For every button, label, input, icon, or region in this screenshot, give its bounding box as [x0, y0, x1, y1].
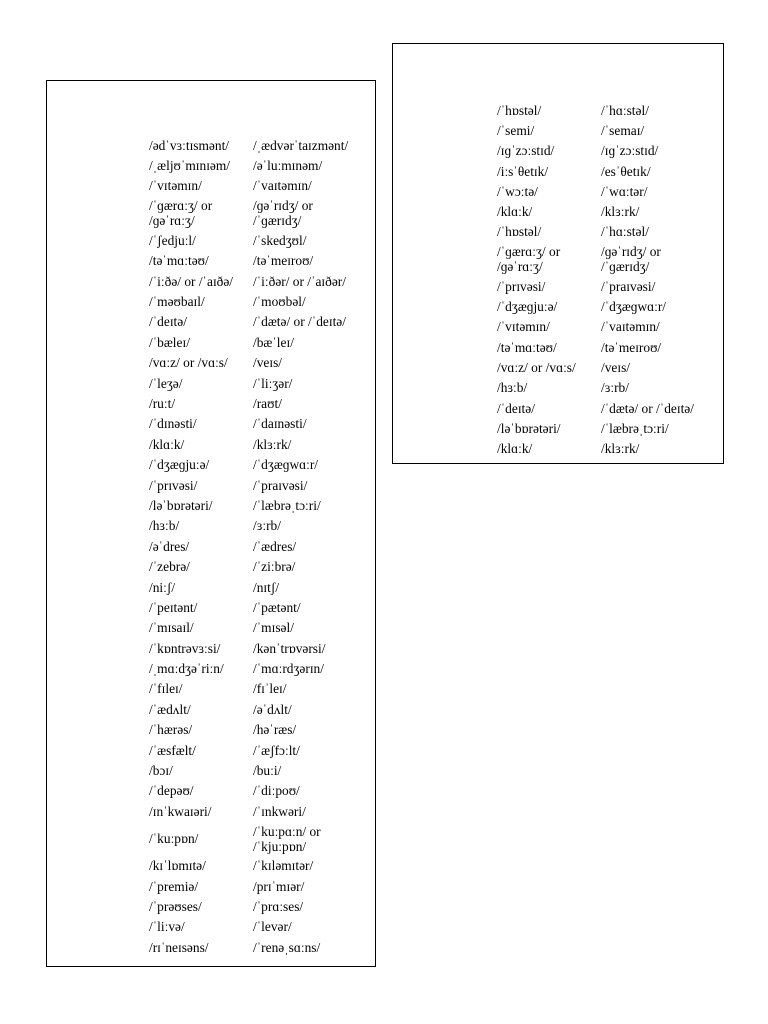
pronunciation-row [497, 100, 694, 120]
us-pronunciation-cell: /ˈdiːpoʊ/ [253, 783, 300, 799]
pronunciation-row [149, 291, 348, 311]
pronunciation-row [497, 438, 694, 458]
uk-pronunciation-cell: /ˈməʊbaɪl/ [149, 294, 205, 310]
pronunciation-row [149, 176, 348, 196]
uk-pronunciation-cell: /ruːt/ [149, 395, 176, 411]
uk-pronunciation-cell: /kɪˈlɒmɪtə/ [149, 858, 206, 874]
pronunciation-row [149, 781, 348, 801]
uk-pronunciation-cell: /ˈɡærɑːʒ/ or /ɡəˈrɑːʒ/ [149, 198, 213, 229]
uk-pronunciation-cell: /hɜːb/ [497, 380, 528, 396]
pronunciation-row [497, 337, 694, 357]
us-pronunciation-cell: /ˈliːʒər/ [253, 375, 293, 391]
pronunciation-row [149, 896, 348, 916]
pronunciation-row [149, 434, 348, 454]
us-pronunciation-cell: /ɡəˈrɪdʒ/ or /ˈɡærɪdʒ/ [253, 198, 313, 229]
pronunciation-row [497, 276, 694, 296]
uk-pronunciation-cell: /bɔɪ/ [149, 763, 173, 779]
uk-pronunciation-cell: /ˈvɪtəmɪn/ [497, 319, 550, 335]
uk-pronunciation-cell: /hɜːb/ [149, 518, 180, 534]
left-pronunciation-rows [149, 135, 348, 957]
pronunciation-row [497, 317, 694, 337]
uk-pronunciation-cell: /ləˈbɒrətəri/ [497, 420, 561, 436]
uk-pronunciation-cell: /ˈdɪnəsti/ [149, 416, 197, 432]
us-pronunciation-cell: /ˈsemaɪ/ [601, 122, 645, 138]
pronunciation-row [149, 638, 348, 658]
pronunciation-row [149, 271, 348, 291]
pronunciation-row [149, 454, 348, 474]
us-pronunciation-cell: /ˈæʃfɔːlt/ [253, 742, 300, 758]
left-pronunciation-panel [46, 80, 376, 967]
uk-pronunciation-cell: /vɑːz/ or /vɑːs/ [497, 359, 576, 375]
pronunciation-row [149, 393, 348, 413]
pronunciation-row [149, 536, 348, 556]
us-pronunciation-cell: /klɜːrk/ [601, 441, 640, 457]
pronunciation-row [497, 181, 694, 201]
us-pronunciation-cell: /nɪtʃ/ [253, 579, 280, 595]
us-pronunciation-cell: /prɪˈmɪər/ [253, 878, 305, 894]
left-pronunciation-table [149, 135, 348, 957]
pronunciation-row [149, 760, 348, 780]
uk-pronunciation-cell: /ˈkuːpɒn/ [149, 831, 199, 846]
us-pronunciation-cell: /əˈdʌlt/ [253, 701, 292, 717]
us-pronunciation-cell: /ˈiːðər/ or /ˈaɪðər/ [253, 273, 346, 289]
us-pronunciation-cell: /ˈprɑːses/ [253, 898, 304, 914]
right-pronunciation-table [497, 100, 694, 459]
us-pronunciation-cell: /ˈlæbrəˌtɔːri/ [601, 420, 669, 436]
pronunciation-row [149, 618, 348, 638]
us-pronunciation-cell: /raʊt/ [253, 395, 282, 411]
uk-pronunciation-cell: /ˈsemi/ [497, 122, 535, 138]
pronunciation-row [149, 312, 348, 332]
uk-pronunciation-cell: /təˈmɑːtəʊ/ [497, 339, 557, 355]
pronunciation-row [149, 577, 348, 597]
pronunciation-row [149, 155, 348, 175]
us-pronunciation-cell: /ˈɪnkwəri/ [253, 803, 306, 819]
us-pronunciation-cell: /veɪs/ [253, 355, 283, 371]
us-pronunciation-cell: /kənˈtrɒvərsi/ [253, 640, 326, 656]
pronunciation-row [149, 720, 348, 740]
us-pronunciation-cell: /həˈræs/ [253, 722, 297, 738]
us-pronunciation-cell: /əˈluːmɪnəm/ [253, 158, 323, 174]
uk-pronunciation-cell: /rɪˈneɪsəns/ [149, 939, 209, 955]
uk-pronunciation-cell: /ˈmɪsaɪl/ [149, 620, 194, 636]
us-pronunciation-cell: /ˌædvərˈtaɪzmənt/ [253, 137, 349, 153]
uk-pronunciation-cell: /ˈpremiə/ [149, 878, 199, 894]
us-pronunciation-cell: /təˈmeɪroʊ/ [601, 339, 662, 355]
us-pronunciation-cell: /ˈdaɪnəsti/ [253, 416, 307, 432]
us-pronunciation-cell: /ˈkuːpɑːn/ or /ˈkjuːpɒn/ [253, 823, 321, 854]
uk-pronunciation-cell: /ˈdʒæɡjuːə/ [149, 457, 210, 473]
pronunciation-row [149, 135, 348, 155]
us-pronunciation-cell: /ˈdætə/ or /ˈdeɪtə/ [601, 400, 694, 416]
us-pronunciation-cell: /klɜːrk/ [253, 436, 292, 452]
us-pronunciation-cell: /ˈpraɪvəsi/ [253, 477, 308, 493]
uk-pronunciation-cell: /ˈhærəs/ [149, 722, 193, 738]
uk-pronunciation-cell: /ˈæsfælt/ [149, 742, 196, 758]
pronunciation-row [149, 917, 348, 937]
uk-pronunciation-cell: /ˌæljʊˈmɪnɪəm/ [149, 158, 230, 174]
uk-pronunciation-cell: /klɑːk/ [497, 204, 533, 220]
pronunciation-row [149, 597, 348, 617]
pronunciation-row [149, 699, 348, 719]
uk-pronunciation-cell: /ˈdeɪtə/ [149, 314, 187, 330]
us-pronunciation-cell: /ˈhɑːstəl/ [601, 224, 649, 240]
us-pronunciation-cell: /ˈmɑːrdʒərɪn/ [253, 661, 324, 677]
pronunciation-row [497, 201, 694, 221]
uk-pronunciation-cell: /ˈdepəʊ/ [149, 783, 194, 799]
pronunciation-row [497, 222, 694, 242]
us-pronunciation-cell: /ˈrenəˌsɑːns/ [253, 939, 321, 955]
us-pronunciation-cell: /ˈlevər/ [253, 919, 292, 935]
uk-pronunciation-cell: /ˌmɑːdʒəˈriːn/ [149, 661, 224, 677]
us-pronunciation-cell: /ˈwɑːtər/ [601, 183, 648, 199]
pronunciation-row [149, 353, 348, 373]
uk-pronunciation-cell: /iːsˈθetɪk/ [497, 163, 549, 179]
pronunciation-row [497, 242, 694, 276]
uk-pronunciation-cell: /ˈprɪvəsi/ [497, 278, 546, 294]
uk-pronunciation-cell: /niːʃ/ [149, 579, 176, 595]
uk-pronunciation-cell: /təˈmɑːtəʊ/ [149, 253, 209, 269]
uk-pronunciation-cell: /ɪnˈkwaɪəri/ [149, 803, 212, 819]
pronunciation-row [149, 876, 348, 896]
uk-pronunciation-cell: /ˈɡærɑːʒ/ or /ɡəˈrɑːʒ/ [497, 244, 561, 275]
us-pronunciation-cell: /ˈpraɪvəsi/ [601, 278, 656, 294]
us-pronunciation-cell: /ˈædres/ [253, 538, 297, 554]
uk-pronunciation-cell: /vɑːz/ or /vɑːs/ [149, 355, 228, 371]
uk-pronunciation-cell: /ˈliːvə/ [149, 919, 185, 935]
pronunciation-row [149, 856, 348, 876]
pronunciation-row [149, 251, 348, 271]
uk-pronunciation-cell: /ˈʃedjuːl/ [149, 232, 196, 248]
us-pronunciation-cell: /fɪˈleɪ/ [253, 681, 287, 697]
us-pronunciation-cell: /ˈvaɪtəmɪn/ [601, 319, 660, 335]
uk-pronunciation-cell: /ˈhɒstəl/ [497, 102, 542, 118]
pronunciation-row [497, 141, 694, 161]
uk-pronunciation-cell: /ˈprɪvəsi/ [149, 477, 198, 493]
pronunciation-row [497, 378, 694, 398]
pronunciation-row [149, 679, 348, 699]
pronunciation-row [149, 937, 348, 957]
uk-pronunciation-cell: /ədˈvɜːtɪsmənt/ [149, 137, 230, 153]
us-pronunciation-cell: /buːi/ [253, 763, 282, 779]
uk-pronunciation-cell: /klɑːk/ [149, 436, 185, 452]
us-pronunciation-cell: /ˈkɪləmɪtər/ [253, 858, 314, 874]
pronunciation-row [149, 516, 348, 536]
uk-pronunciation-cell: /ˈædʌlt/ [149, 701, 191, 717]
us-pronunciation-cell: /ɜːrb/ [253, 518, 281, 534]
us-pronunciation-cell: /ɡəˈrɪdʒ/ or /ˈɡærɪdʒ/ [601, 244, 661, 275]
pronunciation-row [149, 230, 348, 250]
pronunciation-row [149, 822, 348, 856]
pronunciation-row [149, 740, 348, 760]
uk-pronunciation-cell: /ˈhɒstəl/ [497, 224, 542, 240]
us-pronunciation-cell: /klɜːrk/ [601, 204, 640, 220]
right-pronunciation-panel [392, 43, 724, 464]
uk-pronunciation-cell: /klɑːk/ [497, 441, 533, 457]
us-pronunciation-cell: /ˈlæbrəˌtɔːri/ [253, 497, 321, 513]
us-pronunciation-cell: /esˈθetɪk/ [601, 163, 651, 179]
uk-pronunciation-cell: /ˈleʒə/ [149, 375, 183, 391]
pronunciation-row [497, 398, 694, 418]
pronunciation-row [149, 373, 348, 393]
uk-pronunciation-cell: /ɪɡˈzɔːstɪd/ [497, 143, 555, 159]
us-pronunciation-cell: /ˈhɑːstəl/ [601, 102, 649, 118]
uk-pronunciation-cell: /ˈdʒæɡjuːə/ [497, 299, 558, 315]
uk-pronunciation-cell: /ləˈbɒrətəri/ [149, 497, 213, 513]
us-pronunciation-cell: /bæˈleɪ/ [253, 334, 294, 350]
us-pronunciation-cell: /ˈziːbrə/ [253, 559, 296, 575]
pronunciation-row [497, 120, 694, 140]
pronunciation-row [149, 414, 348, 434]
uk-pronunciation-cell: /ˈdeɪtə/ [497, 400, 535, 416]
pronunciation-row [149, 332, 348, 352]
pronunciation-row [497, 296, 694, 316]
us-pronunciation-cell: /veɪs/ [601, 359, 631, 375]
uk-pronunciation-cell: /ˈvɪtəmɪn/ [149, 178, 202, 194]
uk-pronunciation-cell: /ˈbæleɪ/ [149, 334, 190, 350]
us-pronunciation-cell: /ɜːrb/ [601, 380, 629, 396]
us-pronunciation-cell: /təˈmeɪroʊ/ [253, 253, 314, 269]
uk-pronunciation-cell: /ˈwɔːtə/ [497, 183, 538, 199]
uk-pronunciation-cell: /ˈiːðə/ or /ˈaɪðə/ [149, 273, 234, 289]
pronunciation-row [149, 658, 348, 678]
uk-pronunciation-cell: /ˈkɒntrəvɜːsi/ [149, 640, 221, 656]
us-pronunciation-cell: /ˈvaɪtəmɪn/ [253, 178, 312, 194]
pronunciation-row [149, 475, 348, 495]
uk-pronunciation-cell: /ˈprəʊses/ [149, 898, 202, 914]
pronunciation-row [149, 495, 348, 515]
right-pronunciation-rows [497, 100, 694, 459]
us-pronunciation-cell: /ˈmɪsəl/ [253, 620, 294, 636]
us-pronunciation-cell: /ˈskedʒʊl/ [253, 232, 307, 248]
pronunciation-row [497, 357, 694, 377]
uk-pronunciation-cell: /əˈdres/ [149, 538, 190, 554]
us-pronunciation-cell: /ɪɡˈzɔːstɪd/ [601, 143, 659, 159]
us-pronunciation-cell: /ˈdʒæɡwɑːr/ [253, 457, 319, 473]
us-pronunciation-cell: /ˈpætənt/ [253, 599, 301, 615]
uk-pronunciation-cell: /ˈpeɪtənt/ [149, 599, 198, 615]
uk-pronunciation-cell: /ˈfɪleɪ/ [149, 681, 183, 697]
pronunciation-row [149, 556, 348, 576]
pronunciation-row [149, 801, 348, 821]
pronunciation-row [497, 418, 694, 438]
pronunciation-row [149, 196, 348, 230]
uk-pronunciation-cell: /ˈzebrə/ [149, 559, 190, 575]
pronunciation-row [497, 161, 694, 181]
us-pronunciation-cell: /ˈmoʊbəl/ [253, 294, 306, 310]
us-pronunciation-cell: /ˈdætə/ or /ˈdeɪtə/ [253, 314, 346, 330]
us-pronunciation-cell: /ˈdʒæɡwɑːr/ [601, 299, 667, 315]
